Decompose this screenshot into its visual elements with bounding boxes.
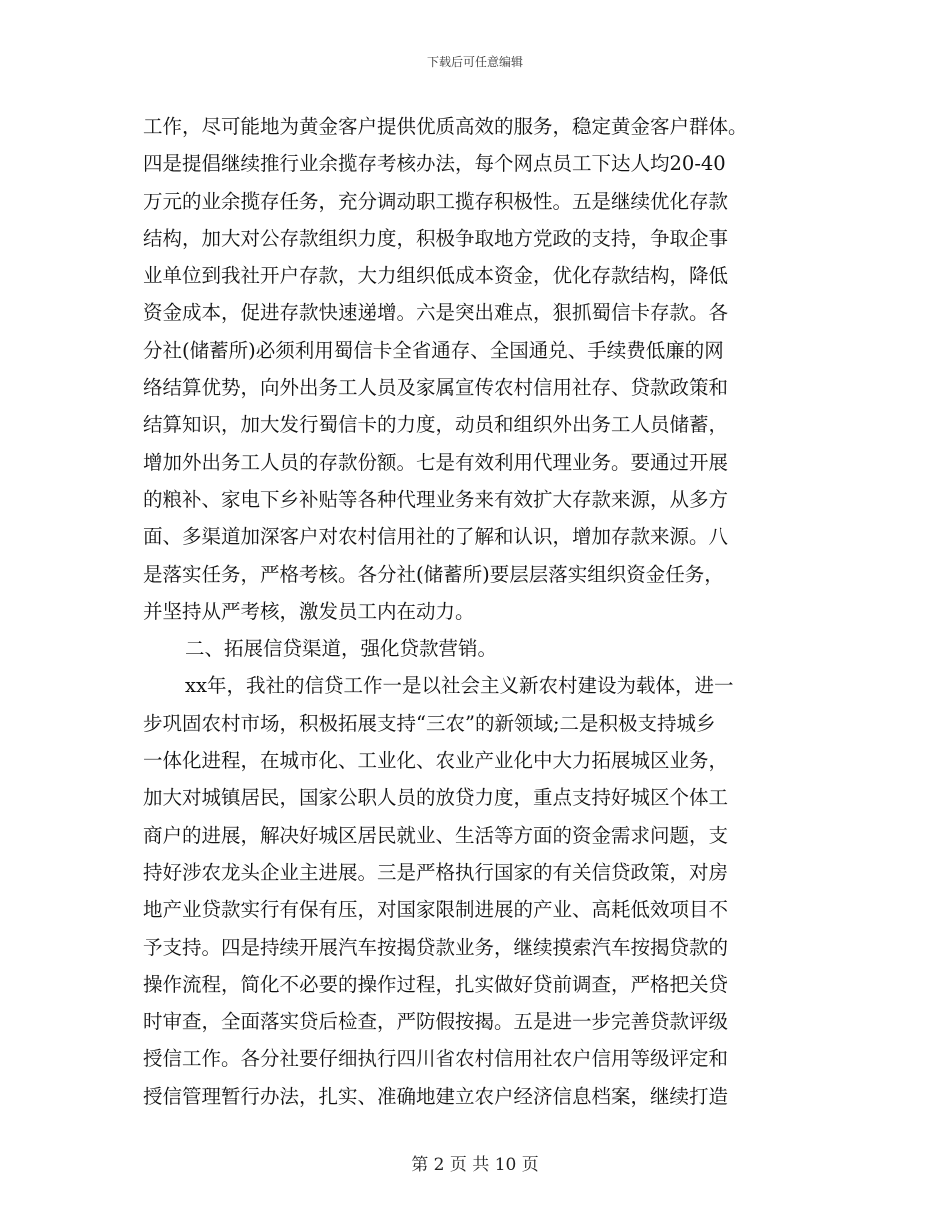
text-line: 资金成本，促进存款快速递增。六是突出难点，狠抓蜀信卡存款。各: [143, 301, 729, 325]
text-line: 工作，尽可能地为黄金客户提供优质高效的服务，稳定黄金客户群体。: [143, 115, 748, 138]
text-line: 四是提倡继续推行业余揽存考核办法，每个网点员工下达人均20-40: [143, 152, 726, 176]
text-line: 结算知识，加大发行蜀信卡的力度，动员和组织外出务工人员储蓄，: [143, 413, 729, 437]
text-line: 步巩固农村市场，积极拓展支持“三农”的新领域;二是积极支持城乡: [143, 711, 716, 735]
text-line: 增加外出务工人员的存款份额。七是有效利用代理业务。要通过开展: [143, 450, 729, 474]
text-line: 是落实任务，严格考核。各分社(储蓄所)要层层落实组织资金任务，: [143, 562, 724, 586]
text-line: 操作流程，简化不必要的操作过程，扎实做好贷前调查，严格把关贷: [143, 972, 729, 996]
text-line: 结构，加大对公存款组织力度，积极争取地方党政的支持，争取企事: [143, 226, 729, 250]
text-line: 授信工作。各分社要仔细执行四川省农村信用社农户信用等级评定和: [143, 1047, 729, 1071]
text-line: 加大对城镇居民，国家公职人员的放贷力度，重点支持好城区个体工: [143, 786, 729, 810]
text-line: 万元的业余揽存任务，充分调动职工揽存积极性。五是继续优化存款: [143, 189, 729, 213]
paragraph-first-line: xx年，我社的信贷工作一是以社会主义新农村建设为载体，进一: [185, 674, 734, 698]
text-line: 授信管理暂行办法，扎实、准确地建立农户经济信息档案，继续打造: [143, 1084, 729, 1108]
text-line: 予支持。四是持续开展汽车按揭贷款业务，继续摸索汽车按揭贷款的: [143, 935, 729, 959]
text-line: 面、多渠道加深客户对农村信用社的了解和认识，增加存款来源。八: [143, 525, 729, 549]
text-line: 的粮补、家电下乡补贴等各种代理业务来有效扩大存款来源，从多方: [143, 487, 729, 511]
text-line: 分社(储蓄所)必须利用蜀信卡全省通存、全国通兑、手续费低廉的网: [143, 338, 724, 362]
text-line: 业单位到我社开户存款，大力组织低成本资金，优化存款结构，降低: [143, 264, 729, 288]
text-line: 持好涉农龙头企业主进展。三是严格执行国家的有关信贷政策，对房: [143, 860, 729, 884]
page-number-footer: 第 2 页 共 10 页: [411, 1155, 539, 1175]
text-line: 并坚持从严考核，激发员工内在动力。: [143, 599, 475, 623]
document-body: [143, 108, 808, 1115]
text-line: 商户的进展，解决好城区居民就业、生活等方面的资金需求问题，支: [143, 823, 729, 847]
text-line: 时审查，全面落实贷后检查，严防假按揭。五是进一步完善贷款评级: [143, 1010, 729, 1034]
section-heading: 二、拓展信贷渠道，强化贷款营销。: [185, 637, 498, 661]
text-line: 地产业贷款实行有保有压，对国家限制进展的产业、高耗低效项目不: [143, 898, 729, 922]
text-line: 一体化进程，在城市化、工业化、农业产业化中大力拓展城区业务，: [143, 749, 729, 773]
page-header: 下载后可任意编辑: [426, 55, 523, 69]
text-line: 络结算优势，向外出务工人员及家属宣传农村信用社存、贷款政策和: [143, 376, 729, 400]
